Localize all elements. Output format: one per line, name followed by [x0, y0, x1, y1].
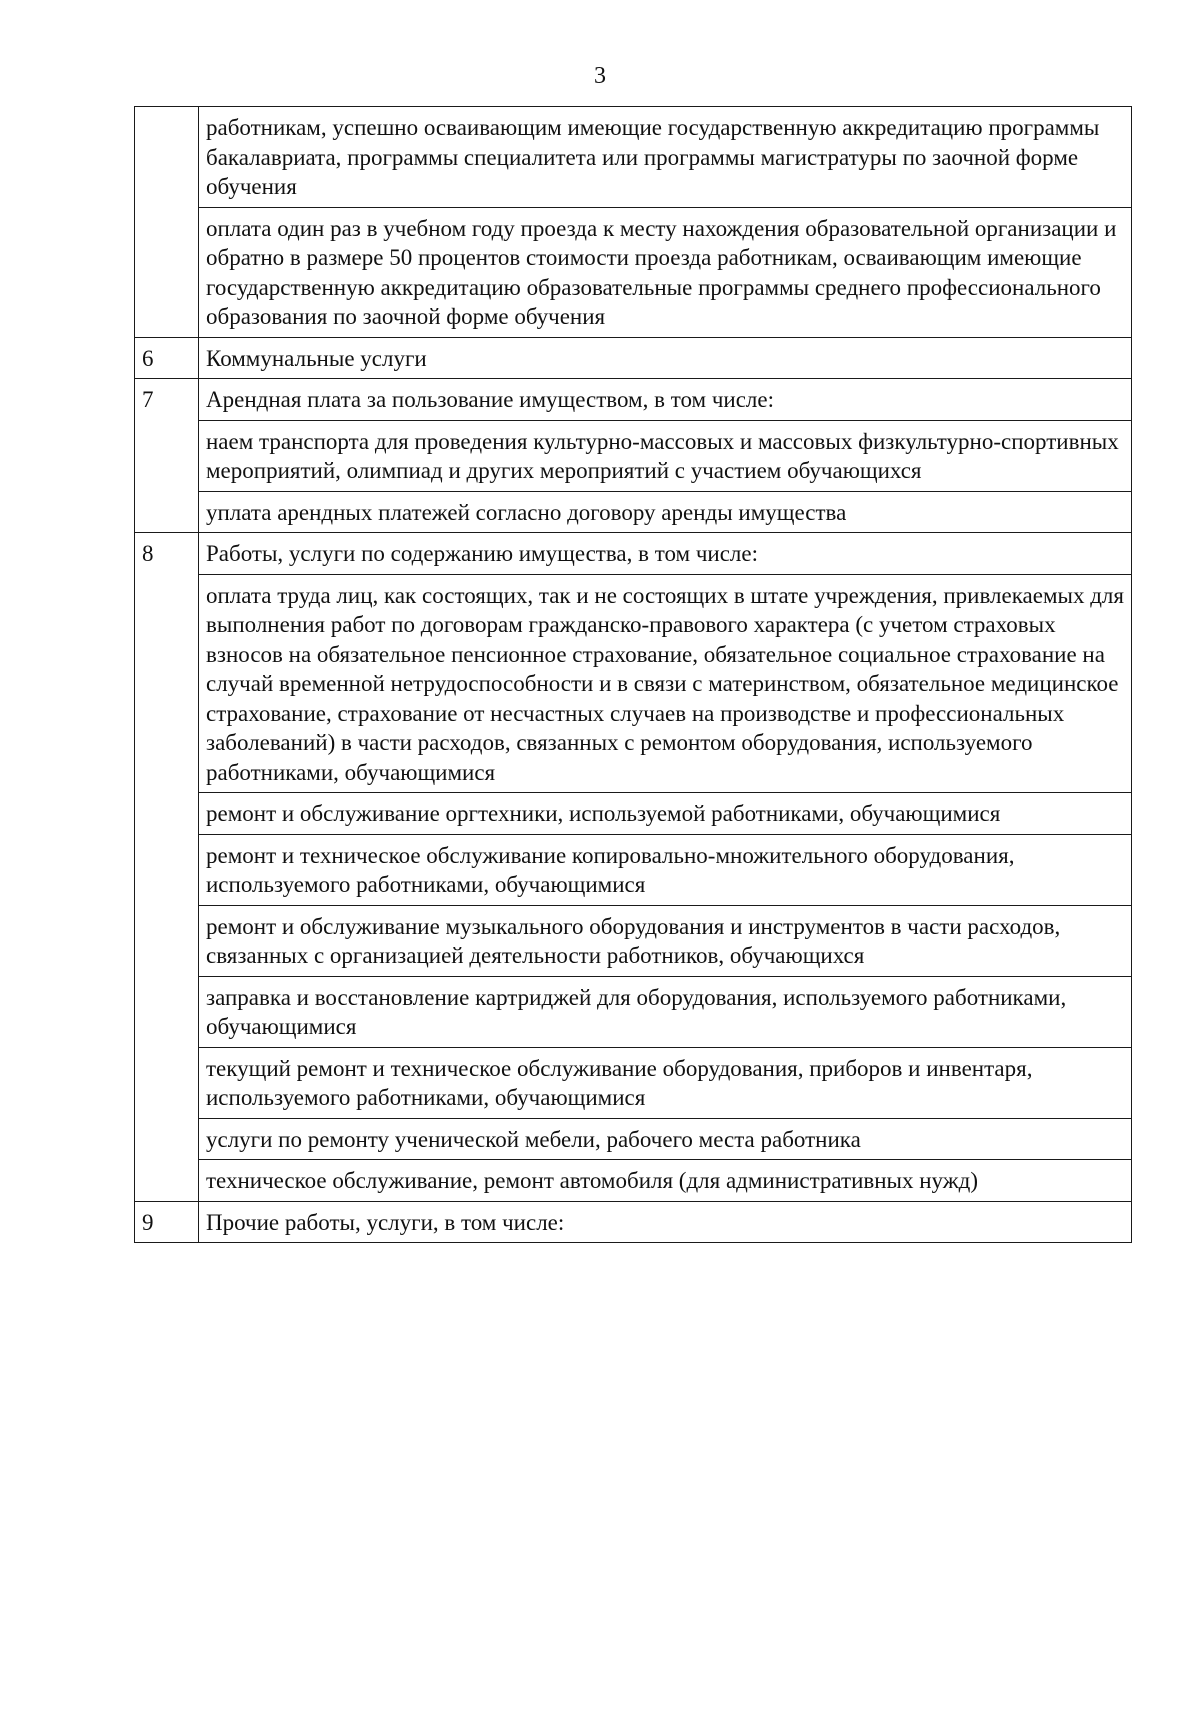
row-number: [135, 1160, 199, 1202]
table-row: [135, 1160, 1132, 1202]
row-number: [135, 574, 199, 793]
row-number: 7: [135, 379, 199, 421]
table-row: [135, 574, 1132, 793]
page-number: 3: [594, 63, 606, 89]
row-text: ремонт и техническое обслуживание копировально-множительного оборудования, используемого работниками, обучающимися: [199, 834, 1132, 905]
row-text: Арендная плата за пользование имуществом, в том числе:: [199, 379, 1132, 421]
row-number: [135, 834, 199, 905]
table-row: [135, 1047, 1132, 1118]
row-number: [135, 107, 199, 208]
table-row: [135, 207, 1132, 337]
table-row: [135, 533, 1132, 575]
table-row: [135, 420, 1132, 491]
row-text: текущий ремонт и техническое обслуживание оборудования, приборов и инвентаря, используемого работниками, обучающимися: [199, 1047, 1132, 1118]
row-text: ремонт и обслуживание оргтехники, используемой работниками, обучающимися: [199, 793, 1132, 835]
table-row: [135, 107, 1132, 208]
table-row: [135, 379, 1132, 421]
table-row: [135, 337, 1132, 379]
row-number: [135, 1047, 199, 1118]
table-row: [135, 1118, 1132, 1160]
expense-table: [134, 106, 1132, 1243]
row-text: ремонт и обслуживание музыкального оборудования и инструментов в части расходов, связанных с организацией деятельности работников, обучающихся: [199, 905, 1132, 976]
row-text: наем транспорта для проведения культурно-массовых и массовых физкультурно-спортивных мероприятий, олимпиад и других мероприятий с участием обучающихся: [199, 420, 1132, 491]
row-number: [135, 207, 199, 337]
row-text: Работы, услуги по содержанию имущества, в том числе:: [199, 533, 1132, 575]
row-number: 6: [135, 337, 199, 379]
row-number: [135, 793, 199, 835]
row-number: [135, 1118, 199, 1160]
row-text: работникам, успешно осваивающим имеющие государственную аккредитацию программы бакалавриата, программы специалитета или программы магистратуры по заочной форме обучения: [199, 107, 1132, 208]
row-number: 9: [135, 1201, 199, 1243]
row-number: [135, 976, 199, 1047]
row-number: [135, 420, 199, 491]
table-row: [135, 976, 1132, 1047]
table-row: [135, 834, 1132, 905]
row-number: 8: [135, 533, 199, 575]
row-text: оплата труда лиц, как состоящих, так и не состоящих в штате учреждения, привлекаемых для выполнения работ по договорам гражданско-правового характера (с учетом страховых взносов на обязательное пенсионное страхование, обязательное социальное страхование на случай временной нетрудоспособности и в связи с материнством, обязательное медицинское страхование, страхование от несчастных случаев на производстве и профессиональных заболеваний) в части расходов, связанных с ремонтом оборудования, используемого работниками, обучающимися: [199, 574, 1132, 793]
row-number: [135, 905, 199, 976]
table-row: [135, 905, 1132, 976]
row-text: техническое обслуживание, ремонт автомобиля (для административных нужд): [199, 1160, 1132, 1202]
table-row: [135, 491, 1132, 533]
row-text: заправка и восстановление картриджей для оборудования, используемого работниками, обучающимися: [199, 976, 1132, 1047]
row-text: Коммунальные услуги: [199, 337, 1132, 379]
row-text: Прочие работы, услуги, в том числе:: [199, 1201, 1132, 1243]
row-text: уплата арендных платежей согласно договору аренды имущества: [199, 491, 1132, 533]
row-text: оплата один раз в учебном году проезда к месту нахождения образовательной организации и обратно в размере 50 процентов стоимости проезда работникам, осваивающим имеющие государственную аккредитацию образовательные программы среднего профессионального образования по заочной форме обучения: [199, 207, 1132, 337]
row-text: услуги по ремонту ученической мебели, рабочего места работника: [199, 1118, 1132, 1160]
table-row: [135, 1201, 1132, 1243]
row-number: [135, 491, 199, 533]
table-row: [135, 793, 1132, 835]
